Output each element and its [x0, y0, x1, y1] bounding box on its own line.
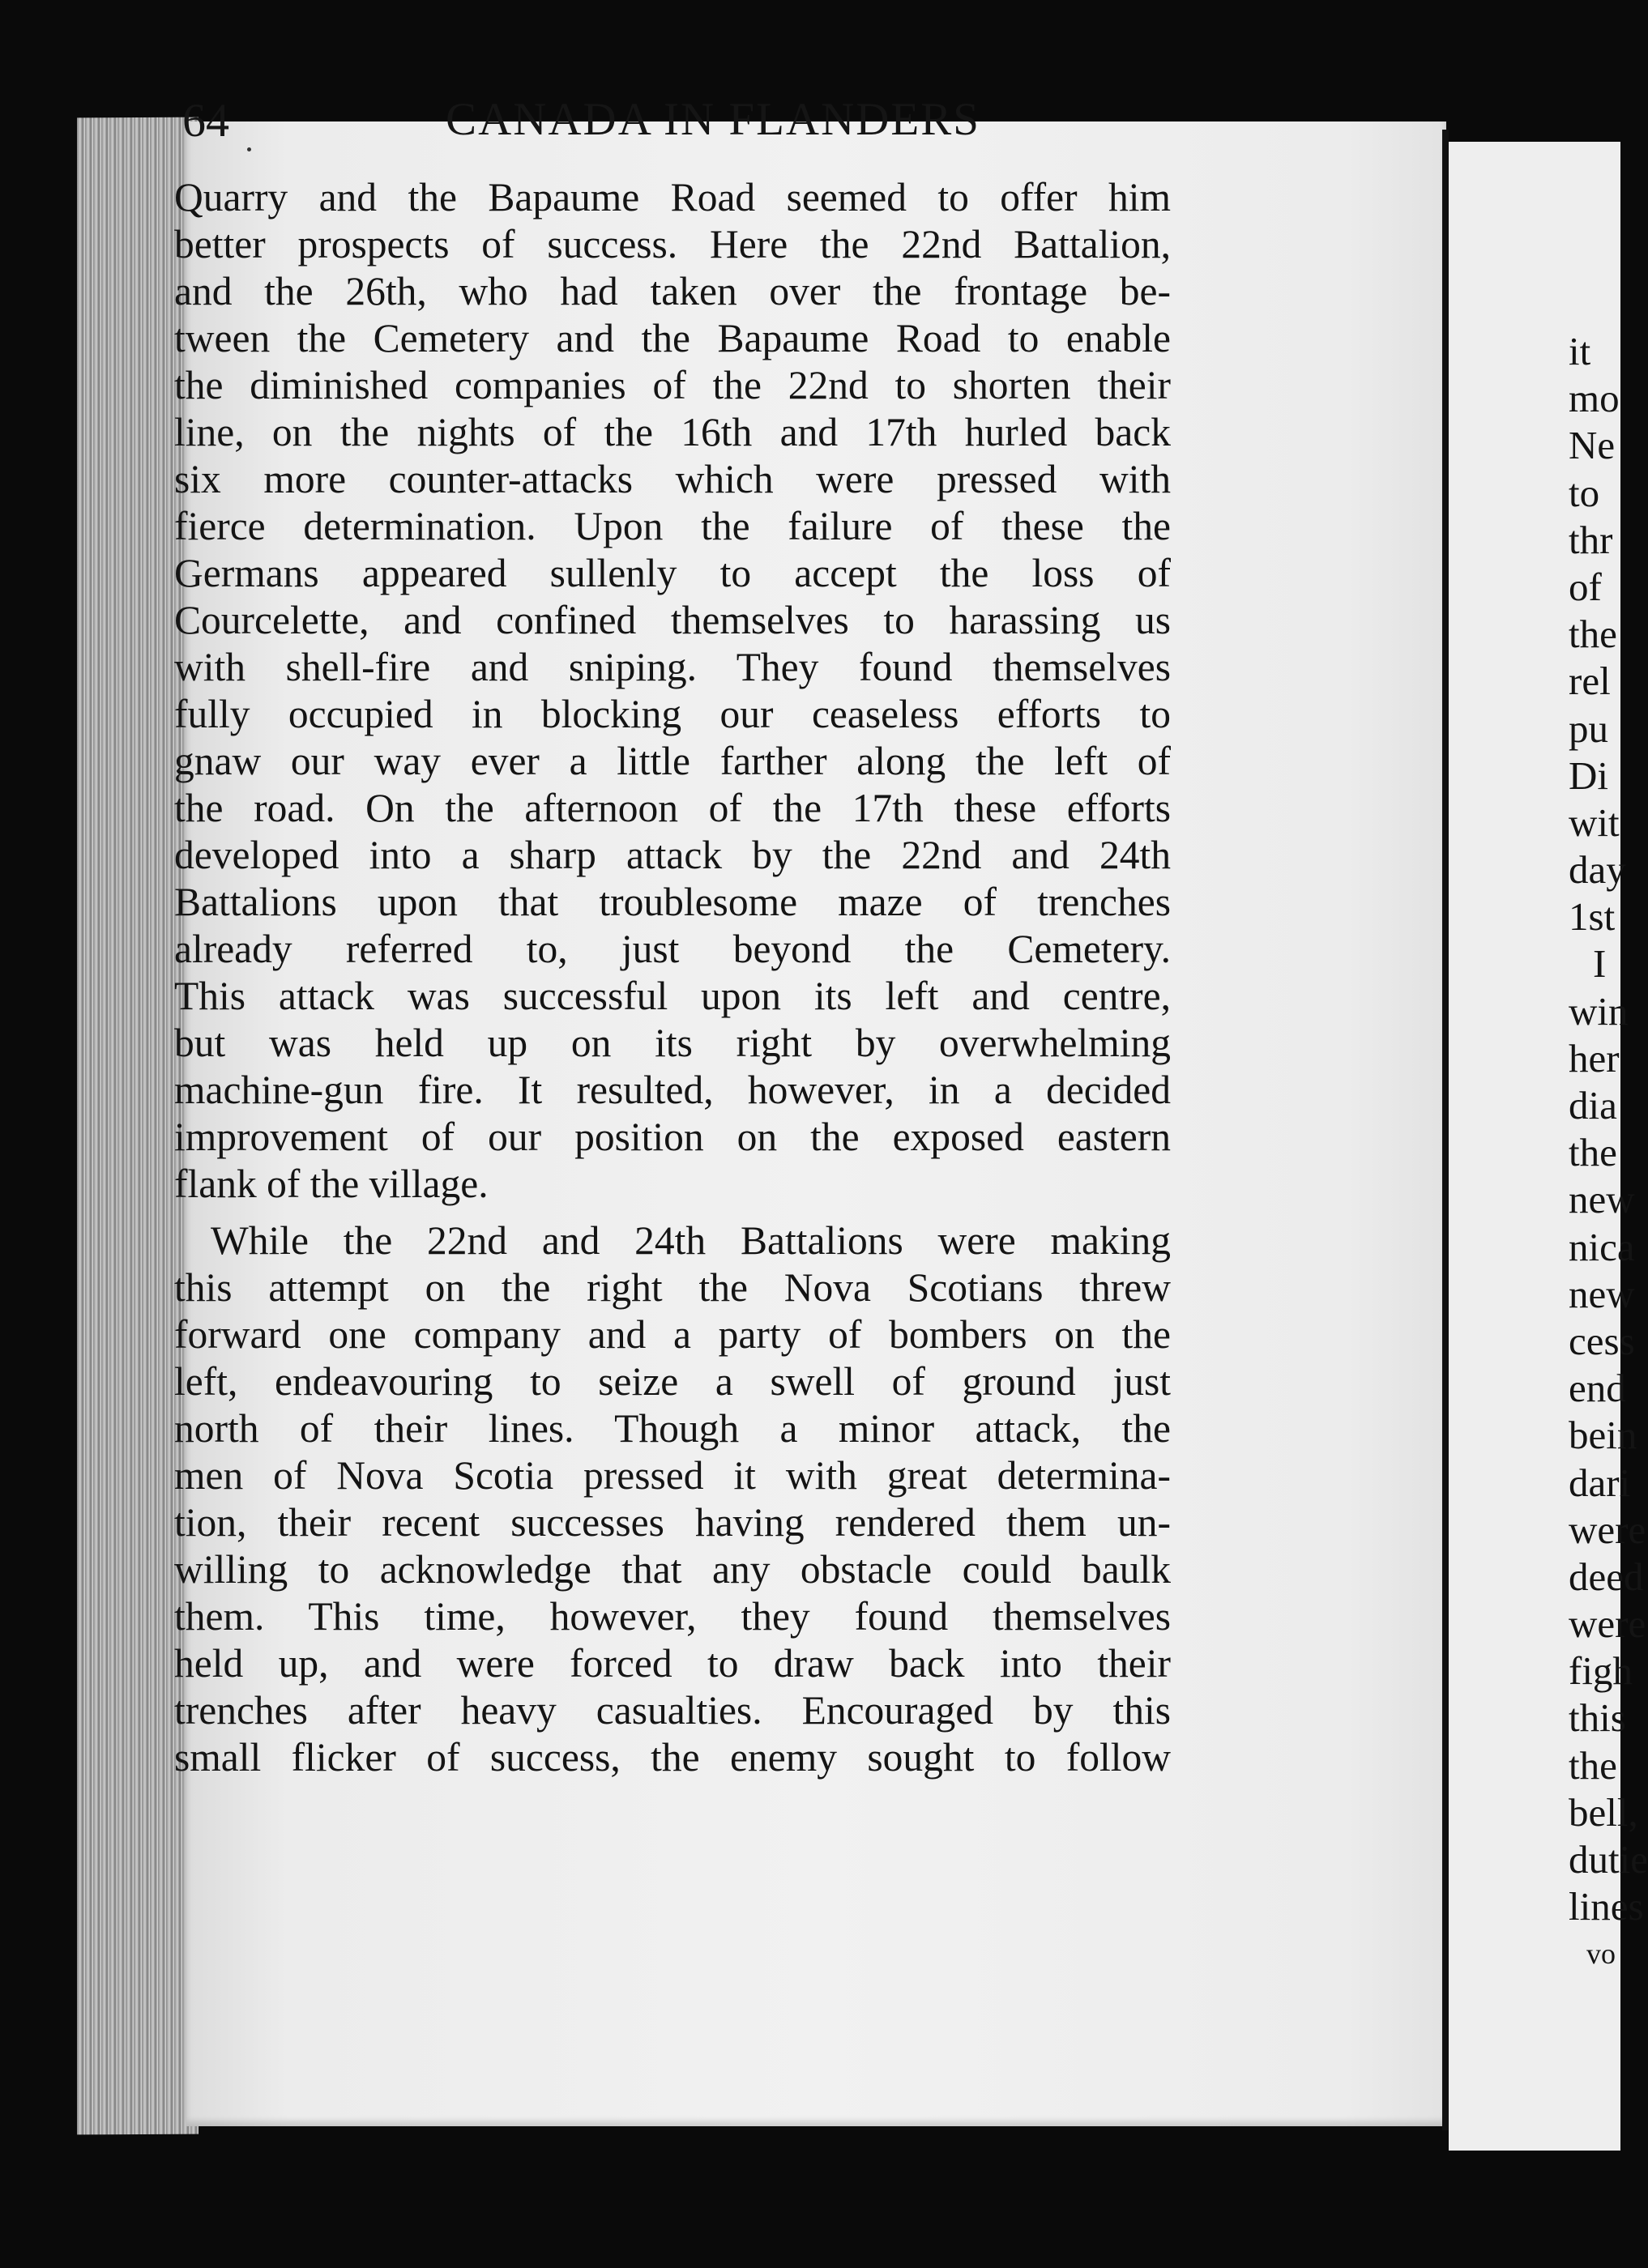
text-line: north of their lines. Though a minor attack, the [174, 1406, 1171, 1451]
right-page-line: dutie [1569, 1837, 1648, 1882]
text-line: left, endeavouring to seize a swell of ground just [174, 1359, 1171, 1404]
right-page-line: it [1569, 329, 1591, 373]
text-line: but was held up on its right by overwhelming [174, 1021, 1171, 1065]
text-line: developed into a sharp attack by the 22nd and 24th [174, 833, 1171, 877]
running-head [182, 93, 1244, 182]
right-page-line: thr [1569, 517, 1613, 562]
right-page-line: the [1569, 612, 1617, 657]
text-line: and the 26th, who had taken over the frontage be- [174, 269, 1171, 313]
running-title: CANADA IN FLANDERS [446, 94, 980, 145]
right-page-line: bell, [1569, 1789, 1638, 1835]
right-page-line: win [1569, 988, 1629, 1034]
paragraph-gap [174, 1208, 1171, 1217]
book-gutter [1442, 130, 1449, 2130]
text-line: this attempt on the right the Nova Scotians threw [174, 1265, 1171, 1310]
right-page-line: nica [1569, 1224, 1635, 1269]
right-page-line: day [1569, 847, 1626, 893]
text-line: small flicker of success, the enemy sought to follow [174, 1735, 1171, 1780]
right-page-line: the [1569, 1742, 1617, 1788]
right-page-line: lines [1569, 1884, 1644, 1929]
right-page-line: rel [1569, 659, 1611, 704]
right-page-line: wit [1569, 799, 1620, 845]
right-page-line: this [1569, 1695, 1626, 1741]
right-page-line: dari [1569, 1460, 1631, 1505]
text-line: Courcelette, and confined themselves to harassing us [174, 598, 1171, 642]
text-line: tion, their recent successes having rendered them un- [174, 1500, 1171, 1545]
right-page-line: the [1569, 1130, 1617, 1175]
right-page-line: bein [1569, 1413, 1637, 1458]
text-line: line, on the nights of the 16th and 17th hurled back [174, 410, 1171, 454]
text-line: already referred to, just beyond the Cemetery. [174, 927, 1171, 971]
text-line: willing to acknowledge that any obstacle could baulk [174, 1547, 1171, 1592]
right-page-line: her [1569, 1035, 1620, 1081]
right-page-signature: vo [1586, 1938, 1616, 1971]
text-line: better prospects of success. Here the 22nd Battalion, [174, 222, 1171, 266]
right-page-line: new [1569, 1177, 1635, 1222]
right-page-line: figh [1569, 1648, 1633, 1694]
body-text [174, 174, 1171, 1781]
text-line: improvement of our position on the exposed eastern [174, 1115, 1171, 1159]
text-line: trenches after heavy casualties. Encouraged by this [174, 1688, 1171, 1733]
right-page-text-fragments [1569, 328, 1648, 1978]
text-line: six more counter-attacks which were pressed with [174, 457, 1171, 501]
right-page-line: 1st [1569, 894, 1616, 940]
text-line: fully occupied in blocking our ceaseless efforts to [174, 692, 1171, 736]
right-page-line: deed [1569, 1554, 1644, 1599]
text-line: Quarry and the Bapaume Road seemed to offer him [174, 175, 1171, 220]
text-line: men of Nova Scotia pressed it with great determina- [174, 1453, 1171, 1498]
right-page-line: dia [1569, 1083, 1617, 1128]
right-page-line: I [1593, 941, 1607, 987]
right-page-line: end [1569, 1366, 1626, 1411]
text-line: This attack was successful upon its left and centre, [174, 974, 1171, 1018]
text-line: Germans appeared sullenly to accept the loss of [174, 551, 1171, 595]
page-number: 64 [182, 94, 229, 147]
text-line: held up, and were forced to draw back into their [174, 1641, 1171, 1686]
text-line: gnaw our way ever a little farther along the left of [174, 739, 1171, 783]
specks [247, 147, 251, 151]
text-line: them. This time, however, they found themselves [174, 1594, 1171, 1639]
text-line: the road. On the afternoon of the 17th these efforts [174, 786, 1171, 830]
right-page-line: new [1569, 1271, 1635, 1316]
right-page-line: Di [1569, 752, 1608, 798]
right-page-line: were [1569, 1601, 1646, 1647]
right-page-line: cess [1569, 1318, 1635, 1363]
text-line: forward one company and a party of bombers on the [174, 1312, 1171, 1357]
right-page-line: mo [1569, 376, 1620, 421]
text-line: While the 22nd and 24th Battalions were making [211, 1218, 1171, 1263]
text-line: with shell-fire and sniping. They found themselves [174, 645, 1171, 689]
text-line: Battalions upon that troublesome maze of trenches [174, 880, 1171, 924]
text-line: machine-gun fire. It resulted, however, in a decided [174, 1068, 1171, 1112]
text-line: the diminished companies of the 22nd to shorten their [174, 363, 1171, 407]
text-line: flank of the village. [174, 1162, 489, 1206]
right-page-line: to [1569, 470, 1600, 515]
right-page-line: Ne [1569, 423, 1616, 468]
text-line: fierce determination. Upon the failure of these the [174, 504, 1171, 548]
text-line: tween the Cemetery and the Bapaume Road to enable [174, 316, 1171, 360]
right-page [1449, 142, 1648, 2151]
right-page-line: pu [1569, 706, 1608, 751]
right-page-line: were [1569, 1507, 1646, 1552]
right-page-line: of [1569, 564, 1602, 609]
